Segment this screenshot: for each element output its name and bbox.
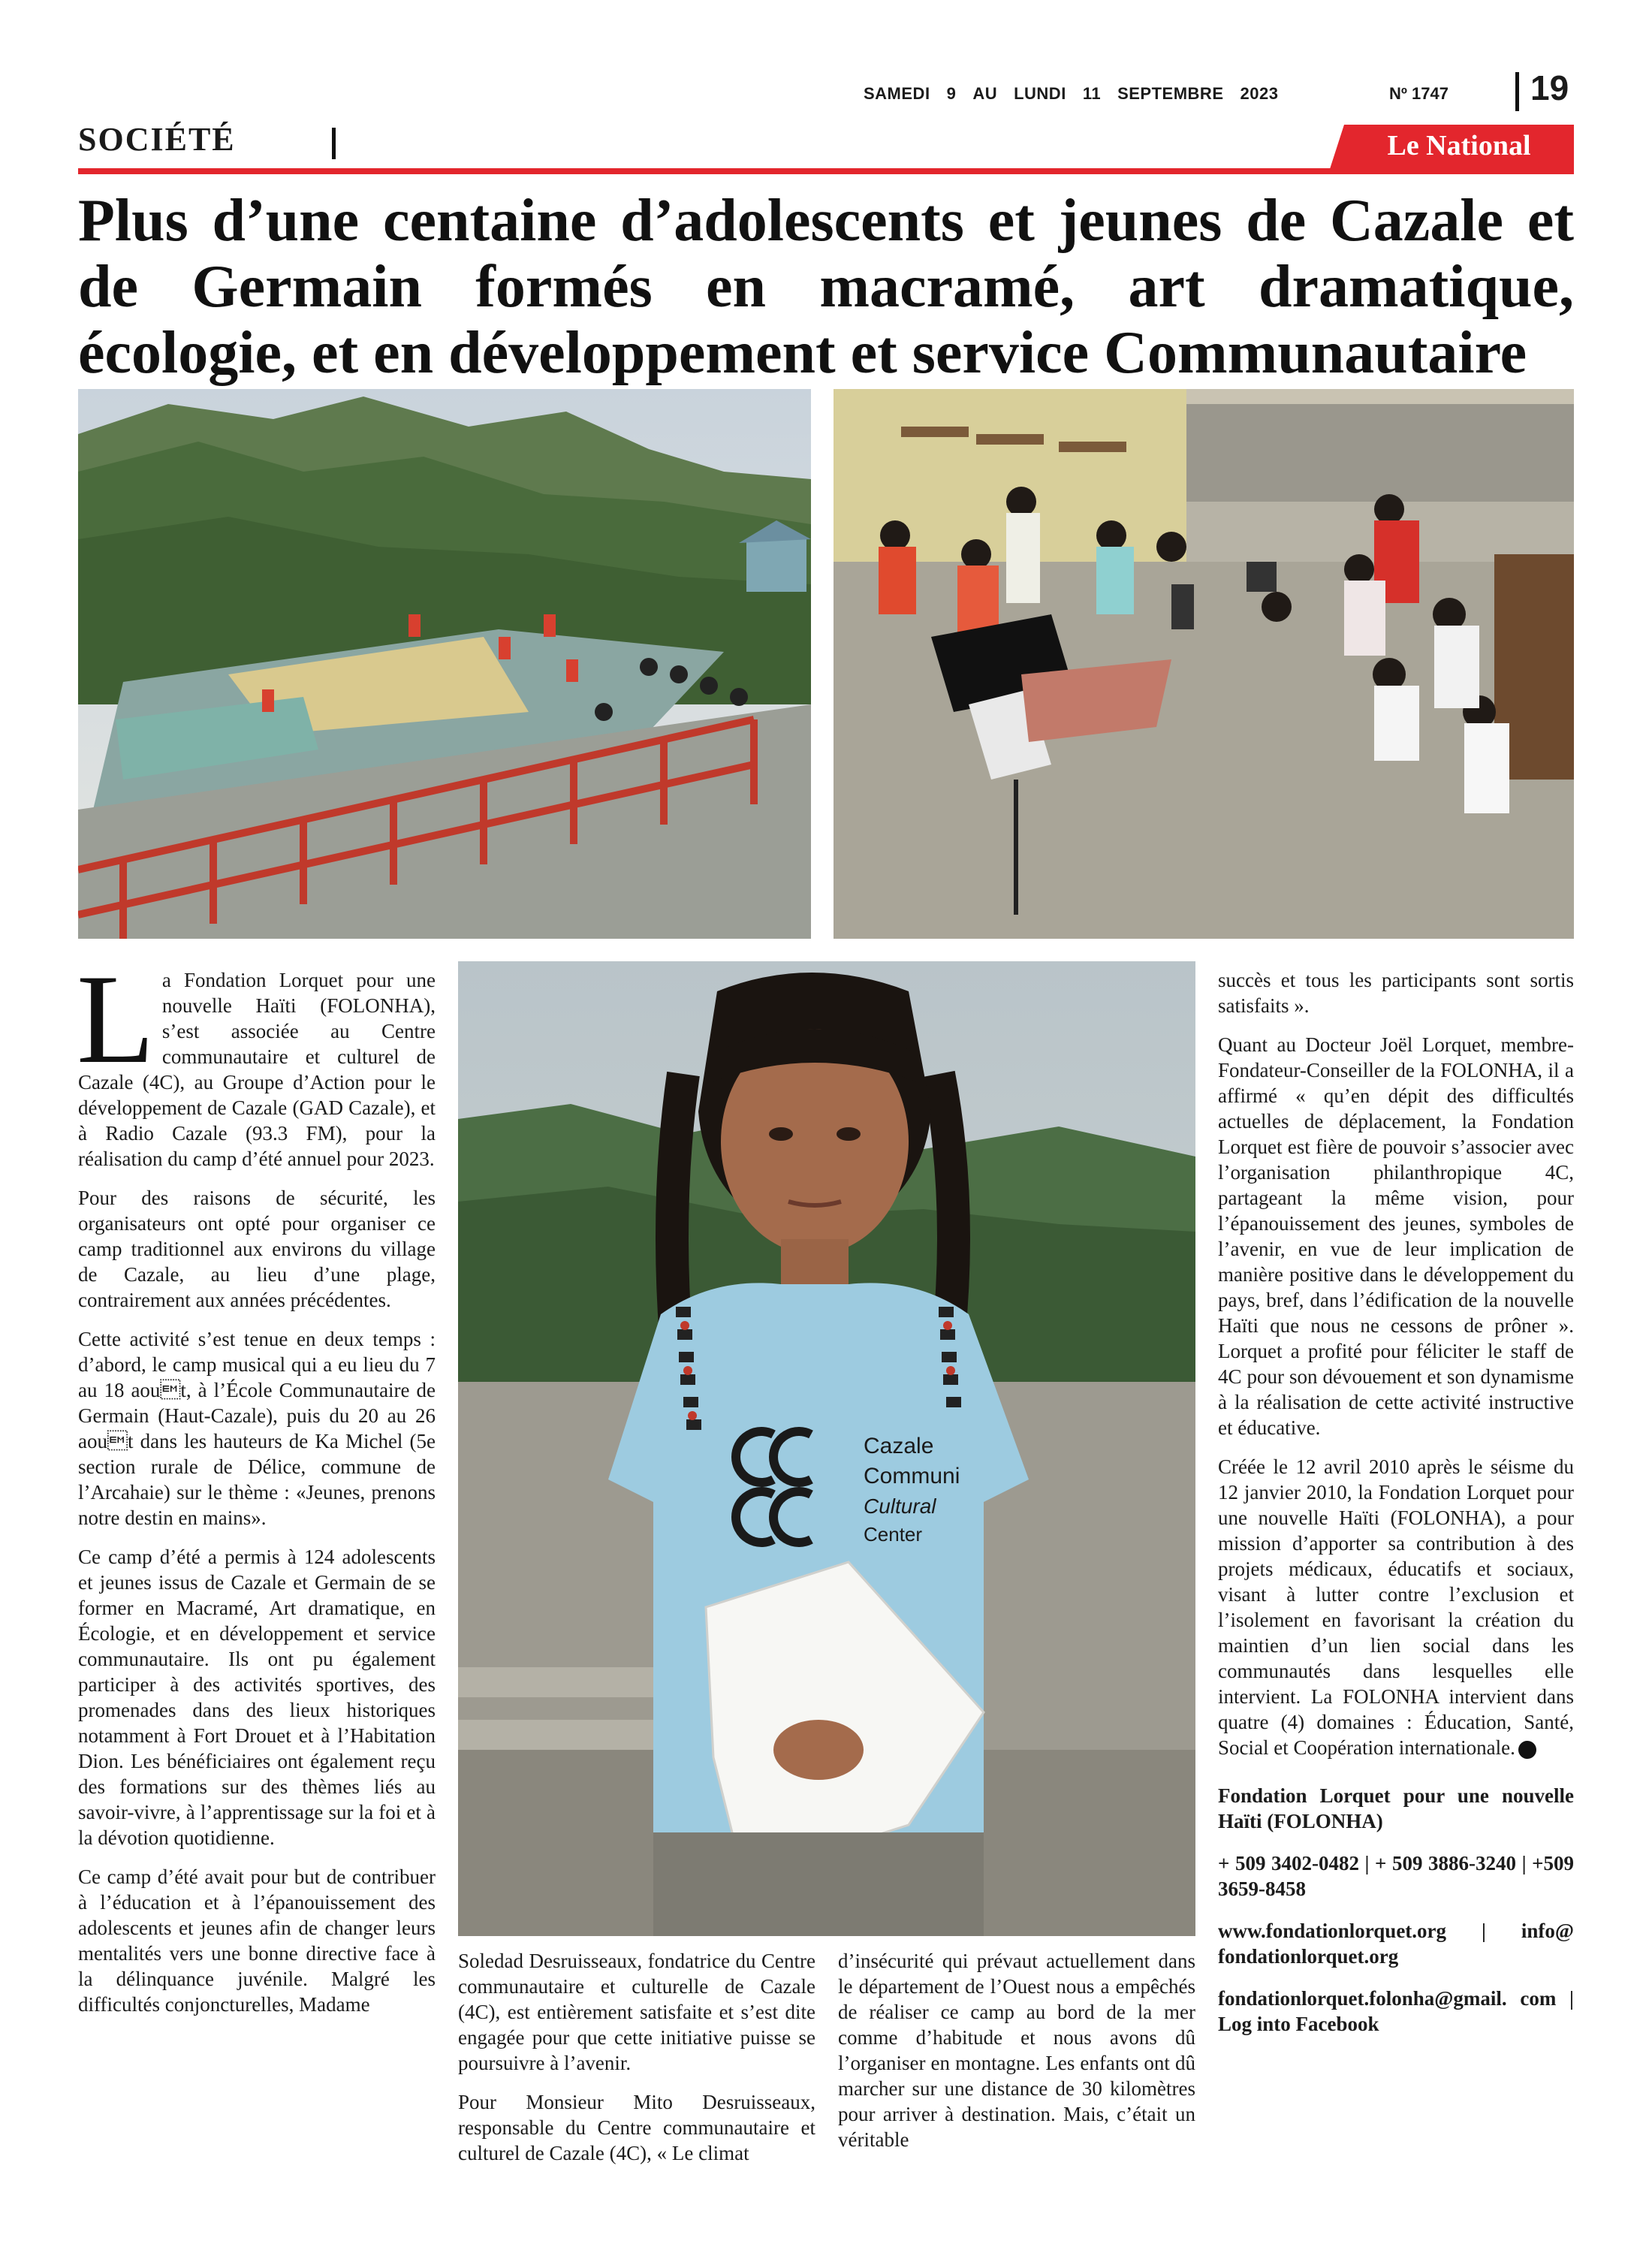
issue-number: Nº 1747 (1389, 84, 1449, 103)
shirt-text-center: Center (864, 1523, 923, 1546)
article-paragraph: Pour Monsieur Mito Desruisseaux, responsable du Centre communautaire et culturel de Cazale (4C), « Le climat (458, 2091, 815, 2164)
article-paragraph (77, 949, 436, 1172)
article-paragraph: d’insécurité qui prévaut actuellement dans le département de l’Ouest nous a empêchés de réaliser ce camp au bord de la mer comme d’habitude et nous avons dû l’organiser en montagne. Les enfants ont dû marcher sur une distance de 30 kilomètres pour arriver à destination. Mais, c’était un véritable (838, 1950, 1195, 2151)
article-paragraph: Ce camp d’été a permis à 124 adolescents et jeunes issus de Cazale et Germain de se former en Macramé, Art dramatique, en Écologie, et en développement et service communautaire. Ils ont pu également participer à des activités sportives, des promenades dans des lieux historiques notamment à Fort Drouet et à l’Habitation Dion. Les bénéficiaires ont également reçu des formations sur des thèmes liés au savoir-vivre, à l’apprentissage sur la foi et à la dévotion quotidienne. (78, 1546, 436, 1849)
article-paragraph: Cette activité s’est tenue en deux temps : d’abord, le camp musical qui a eu lieu du 7 au 18 aout, à l’École Communautaire de Germain (Haut-Cazale), puis du 20 au 26 aout dans les hauteurs de Ka Michel (5e section rurale de Délice, commune de l’Arcahaie) sur le thème : «Jeunes, prenons notre destin en mains». (78, 1328, 436, 1529)
shirt-text-cultural: Cultural (864, 1494, 936, 1518)
article-paragraph (1218, 1454, 1574, 1760)
contact-phones: + 509 3402-0482 | + 509 3886-3240 | +509 3659-8458 (1218, 1852, 1574, 1900)
article-paragraph: Pour des raisons de sécurité, les organisateurs ont opté pour organiser ce camp traditionnel aux environs du village de Cazale, au lieu d’une plage, contrairement aux années précédentes. (78, 1187, 436, 1311)
end-of-article-icon (1518, 1741, 1536, 1759)
dateline-day-end: LUNDI (1014, 84, 1066, 103)
dateline-date-end: 11 (1082, 84, 1102, 103)
article-paragraph: succès et tous les participants sont sortis satisfaits ». (1218, 969, 1574, 1017)
article-column-2 (458, 1948, 815, 2179)
dateline (864, 84, 1295, 104)
section-title: SOCIÉTÉ (78, 121, 236, 158)
shirt-text-community: Communi (864, 1464, 960, 1488)
contact-organization: Fondation Lorquet pour une nouvelle Haïti (FOLONHA) (1218, 1784, 1574, 1832)
contact-block (1218, 1783, 1574, 2037)
dateline-date-start: 9 (946, 84, 957, 103)
dateline-month: SEPTEMBRE (1117, 84, 1224, 103)
section-divider (332, 128, 336, 159)
header-rule (78, 168, 1574, 174)
contact-gmail-facebook[interactable]: fondationlorquet.folonha@gmail. com | Log into Facebook (1218, 1987, 1574, 2035)
article-paragraph: Soledad Desruisseaux, fondatrice du Centre communautaire et culturelle de Cazale (4C), est entièrement satisfaite et s’est dite engagée pour que cette initiative puisse se poursuivre à l’avenir. (458, 1950, 815, 2074)
drop-cap: L (77, 949, 155, 1090)
page-number-divider (1515, 72, 1519, 111)
paragraph-text: a Fondation Lorquet pour une nouvelle Haïti (FOLONHA), s’est associée au Centre communautaire et culturel de Cazale (4C), au Groupe d’Action pour le développement de Cazale (GAD Cazale), et à Radio Cazale (93.3 FM), pour la réalisation du camp d’été annuel pour 2023. (78, 969, 436, 1170)
article-headline: Plus d’une centaine d’adolescents et jeunes de Cazale et de Germain formés en macramé, art dramatique, écologie, et en développement et service Communautaire (78, 188, 1574, 386)
article-column-3 (838, 1948, 1195, 2166)
contact-website-email[interactable]: www.fondationlorquet.org | info@ fondationlorquet.org (1218, 1920, 1574, 1968)
dateline-au: AU (972, 84, 998, 103)
page-number: 19 (1530, 68, 1569, 107)
photo-music-camp (834, 389, 1574, 939)
article-column-1 (77, 949, 436, 2031)
shirt-text-cazale: Cazale (864, 1434, 934, 1458)
article-column-4 (1218, 967, 1574, 2053)
article-paragraph: Quant au Docteur Joël Lorquet, membre-Fondateur-Conseiller de la FOLONHA, il a affirmé « qu’en dépit des difficultés actuelles de déplacement, la Fondation Lorquet est fière de pouvoir s’associer avec l’organisation philanthropique 4C, partageant la même vision, pour l’épanouissement des jeunes, symboles de l’avenir, en vue de leur implication de manière positive dans le développement du pays, bref, dans l’édification de la nouvelle Haïti que nous ne cessons de prôner ». Lorquet a profité pour féliciter le staff de 4C pour son dévouement et son dynamisme à la réalisation de cette activité instructive et éducative. (1218, 1033, 1574, 1439)
paragraph-text: Créée le 12 avril 2010 après le séisme du 12 janvier 2010, la Fondation Lorquet pour une nouvelle Haïti (FOLONHA), a pour mission d’apporter sa contribution à des projets médicaux, éducatifs et sociaux, visant à lutter contre l’exclusion et l’isolement en favorisant la création du maintien d’un lien social dans les communautés dans lesquelles elle intervient. La FOLONHA intervient dans quatre (4) domaines : Éducation, Santé, Social et Coopération internationale. (1218, 1455, 1574, 1759)
article-paragraph: Ce camp d’été avait pour but de contribuer à l’éducation et à l’épanouissement des adolescents et jeunes afin de changer leurs mentalités vers une bonne directive face à la délinquance juvénile. Malgré les difficultés conjoncturelles, Madame (78, 1865, 436, 2016)
dateline-year: 2023 (1240, 84, 1279, 103)
newspaper-brand: Le National (1387, 130, 1531, 161)
brand-tab-slant (1329, 125, 1344, 171)
photo-sports-court (78, 389, 811, 939)
photo-young-woman-portrait (458, 961, 1195, 1936)
dateline-day: SAMEDI (864, 84, 930, 103)
